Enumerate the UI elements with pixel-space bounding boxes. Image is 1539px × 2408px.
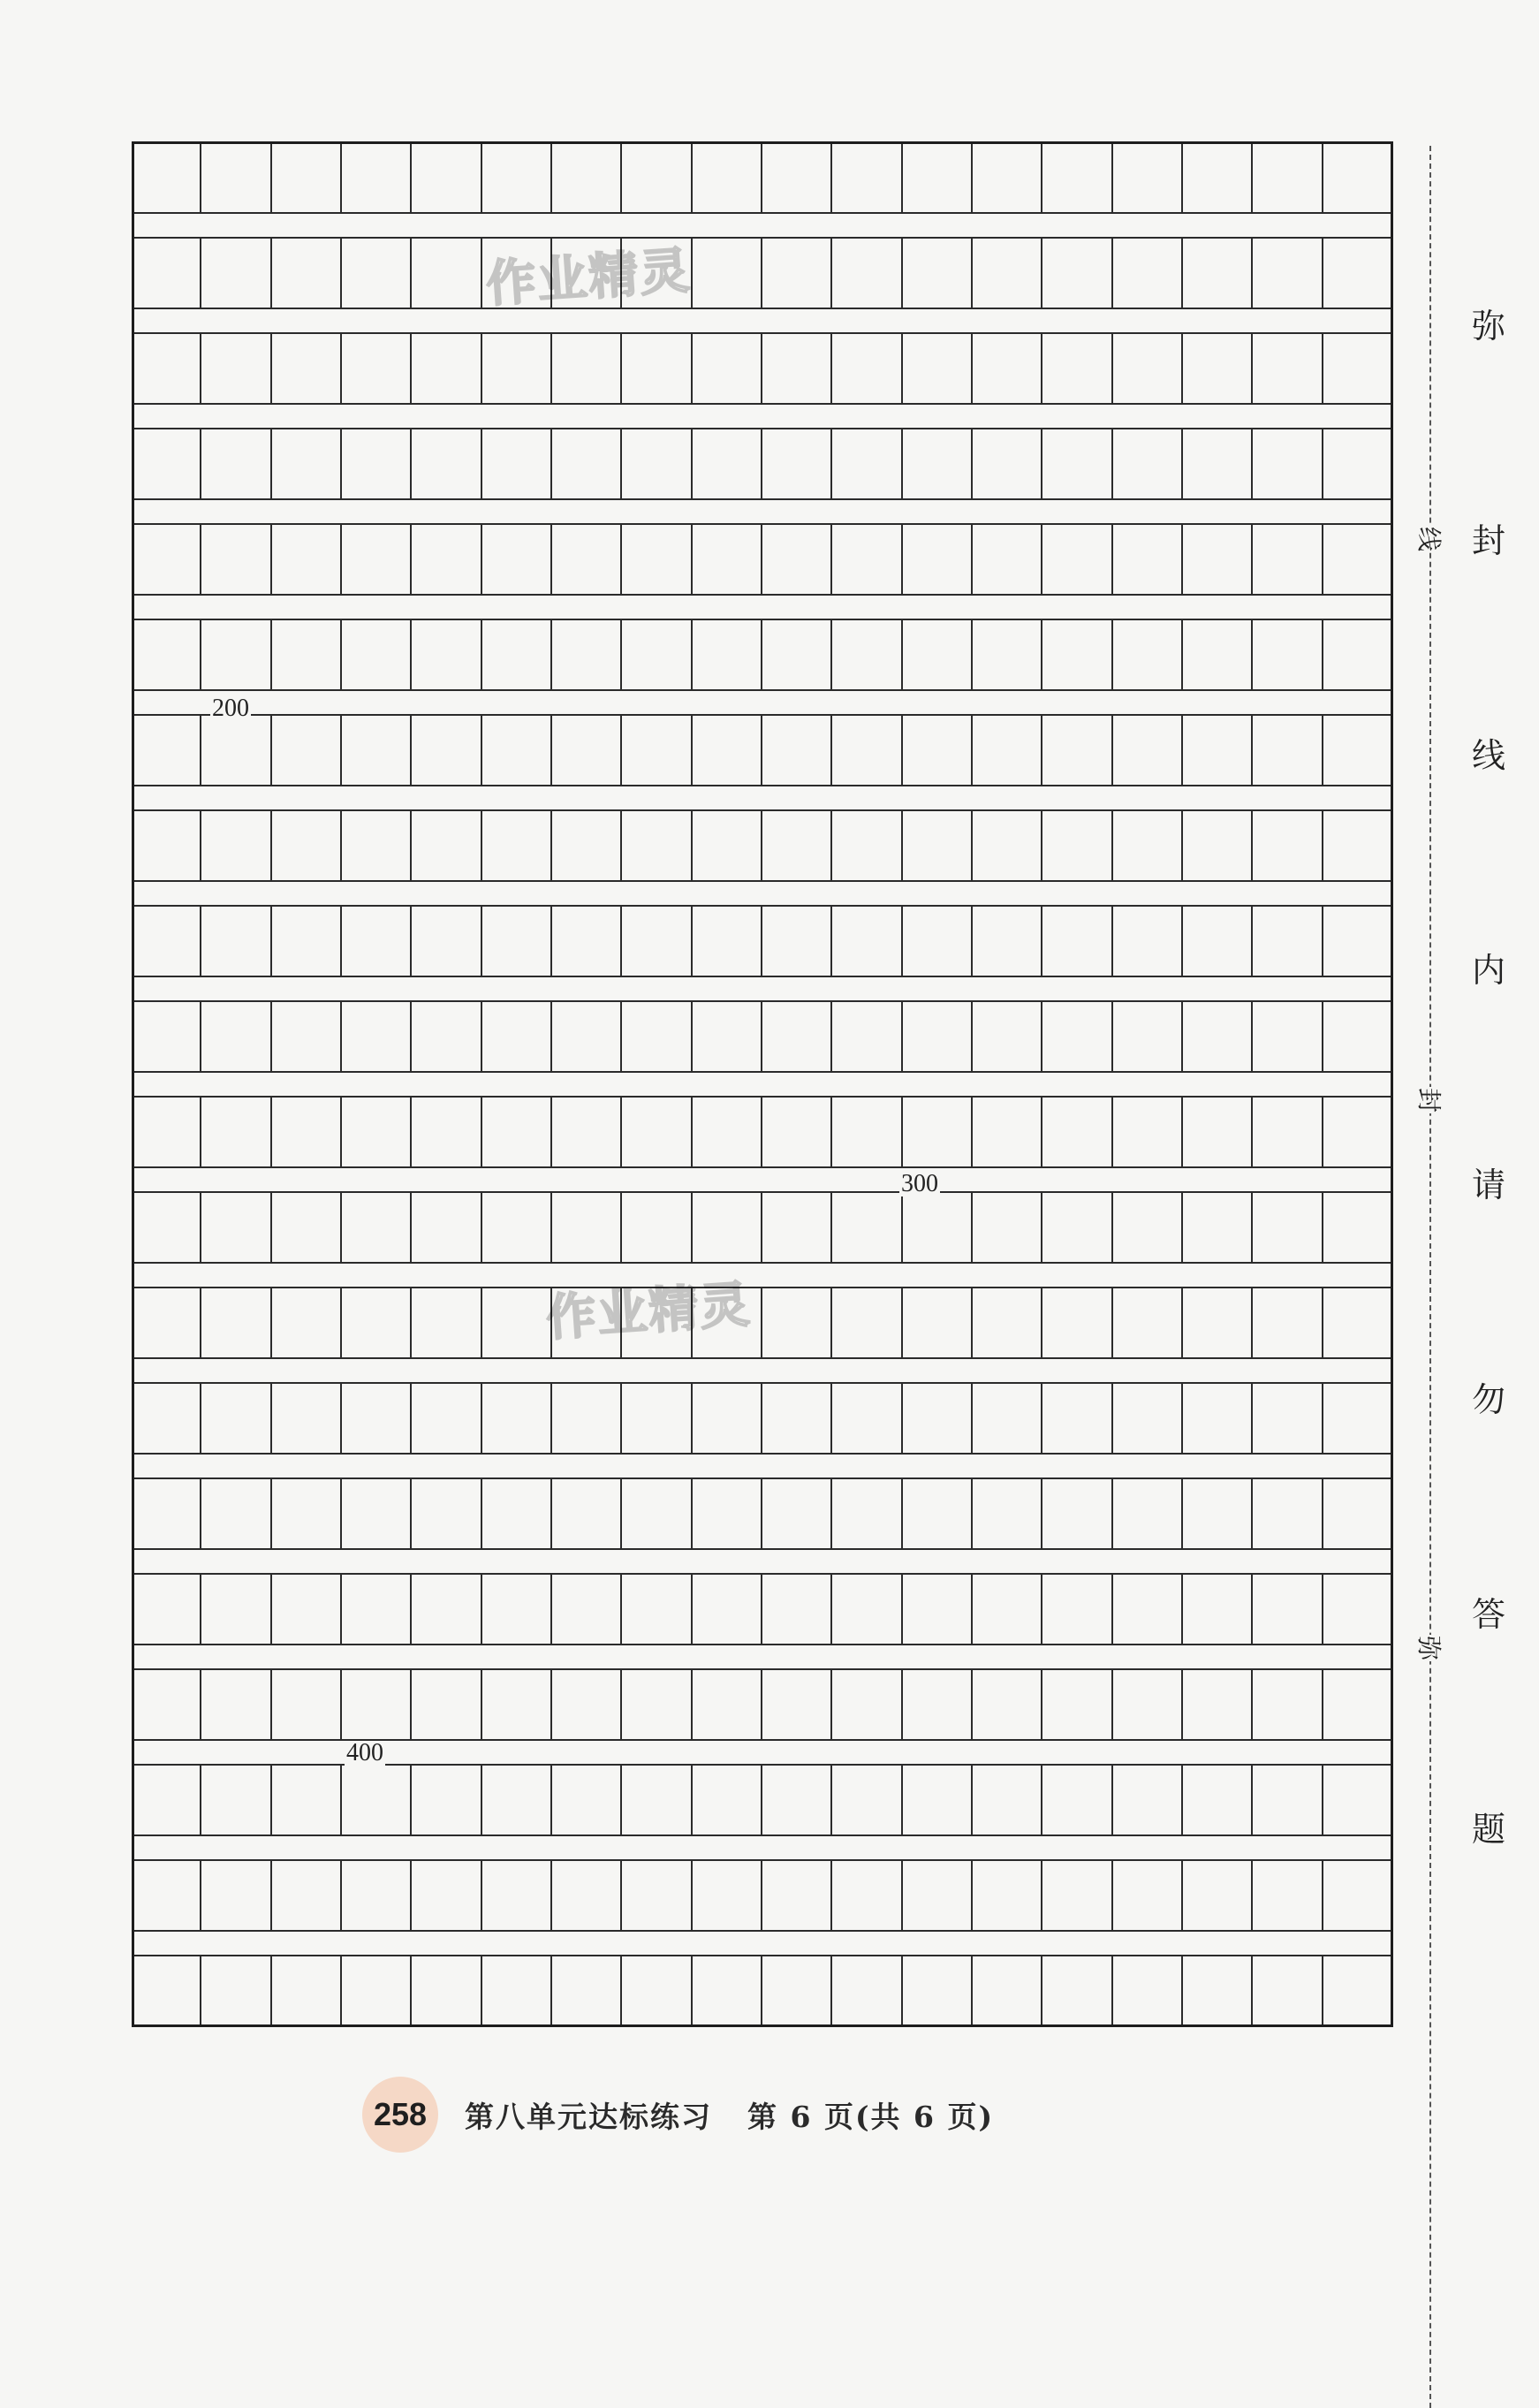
seal-dashed-line xyxy=(1429,146,1431,2408)
count-mark-400: 400 xyxy=(346,1739,383,1766)
page-footer xyxy=(362,2077,994,2153)
page-info: 第 6 页(共 6 页) xyxy=(747,2099,995,2134)
page-number-badge: 258 xyxy=(362,2077,438,2153)
watermark: 作业精灵 xyxy=(484,241,694,315)
unit-title: 第八单元达标练习 xyxy=(465,2099,712,2134)
side-notice-char: 内 xyxy=(1471,951,1505,990)
side-notice-char: 弥 xyxy=(1471,307,1505,346)
seal-label-seal: 封 xyxy=(1413,1087,1448,1113)
count-mark-200: 200 xyxy=(212,695,249,722)
seal-label-mi: 弥 xyxy=(1413,1635,1448,1661)
count-mark-300: 300 xyxy=(901,1170,938,1197)
side-notice-char: 封 xyxy=(1471,521,1505,560)
side-notice-char: 题 xyxy=(1471,1810,1505,1849)
side-notice-char: 答 xyxy=(1471,1595,1505,1634)
side-notice xyxy=(1467,307,1511,1849)
side-notice-char: 线 xyxy=(1471,736,1505,775)
footer-text xyxy=(465,2094,994,2136)
side-notice-char: 勿 xyxy=(1471,1380,1505,1419)
side-notice-char: 请 xyxy=(1471,1166,1505,1204)
grid-frame xyxy=(132,141,1393,2027)
seal-label-line: 线 xyxy=(1413,526,1448,552)
watermark: 作业精灵 xyxy=(544,1275,754,1348)
